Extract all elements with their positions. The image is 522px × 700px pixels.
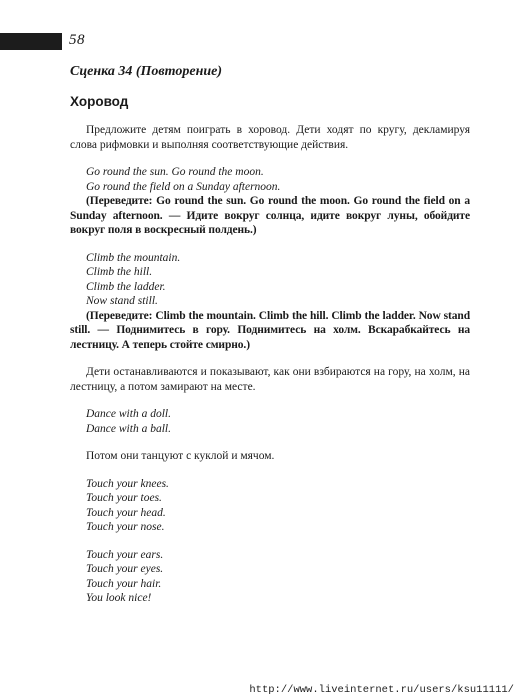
verse-line: Climb the mountain. [86, 251, 181, 264]
translation-paragraph-2: (Переведите: Climb the mountain. Climb the hill. Climb the ladder. Now stand still. — Поднимитесь в гору. Поднимитесь на холм. Вскарабкайтесь на лестницу. А теперь стойте смирно.) [70, 309, 470, 351]
section-title: Хоровод [70, 94, 129, 109]
verse-block-3 [70, 407, 470, 436]
page-content [70, 123, 470, 606]
verse-block-4 [70, 477, 470, 535]
verse-block-1 [70, 165, 470, 194]
verse-line: Go round the sun. Go round the moon. [86, 166, 264, 178]
footer-url: http://www.liveinternet.ru/users/ksu11111/ [249, 684, 514, 696]
header-bar [0, 33, 62, 50]
intro-paragraph: Предложите детям поиграть в хоровод. Дети ходят по кругу, декламируя слова рифмовки и выполняя соответствующие действия. [70, 124, 470, 151]
verse-line: Dance with a ball. [86, 422, 171, 435]
verse-line: Touch your knees. [86, 477, 169, 490]
paragraph-2: Дети останавливаются и показывают, как они взбираются на гору, на холм, на лестницу, а потом замирают на месте. [70, 366, 470, 393]
verse-line: Climb the ladder. [86, 280, 166, 293]
page-number: 58 [69, 32, 85, 48]
verse-line: Now stand still. [86, 295, 158, 307]
verse-line: Touch your hair. [86, 577, 162, 590]
verse-line: Dance with a doll. [86, 408, 171, 420]
translation-paragraph-1: (Переведите: Go round the sun. Go round the moon. Go round the field on a Sunday afternoon. — Идите вокруг солнца, идите вокруг луны, обойдите вокруг поля в воскресный полдень.) [70, 195, 470, 236]
verse-line: You look nice! [86, 592, 152, 604]
verse-line: Touch your eyes. [86, 563, 164, 575]
verse-line: Touch your nose. [86, 521, 165, 533]
verse-block-2 [70, 251, 470, 309]
verse-line: Touch your toes. [86, 492, 162, 504]
scene-title: Сценка 34 (Повторение) [70, 64, 223, 79]
paragraph-3: Потом они танцуют с куклой и мячом. [86, 450, 275, 462]
verse-line: Touch your head. [86, 506, 166, 519]
verse-line: Go round the field on a Sunday afternoon. [86, 180, 281, 193]
verse-line: Touch your ears. [86, 548, 164, 561]
verse-block-5 [70, 548, 470, 606]
verse-line: Climb the hill. [86, 266, 153, 278]
